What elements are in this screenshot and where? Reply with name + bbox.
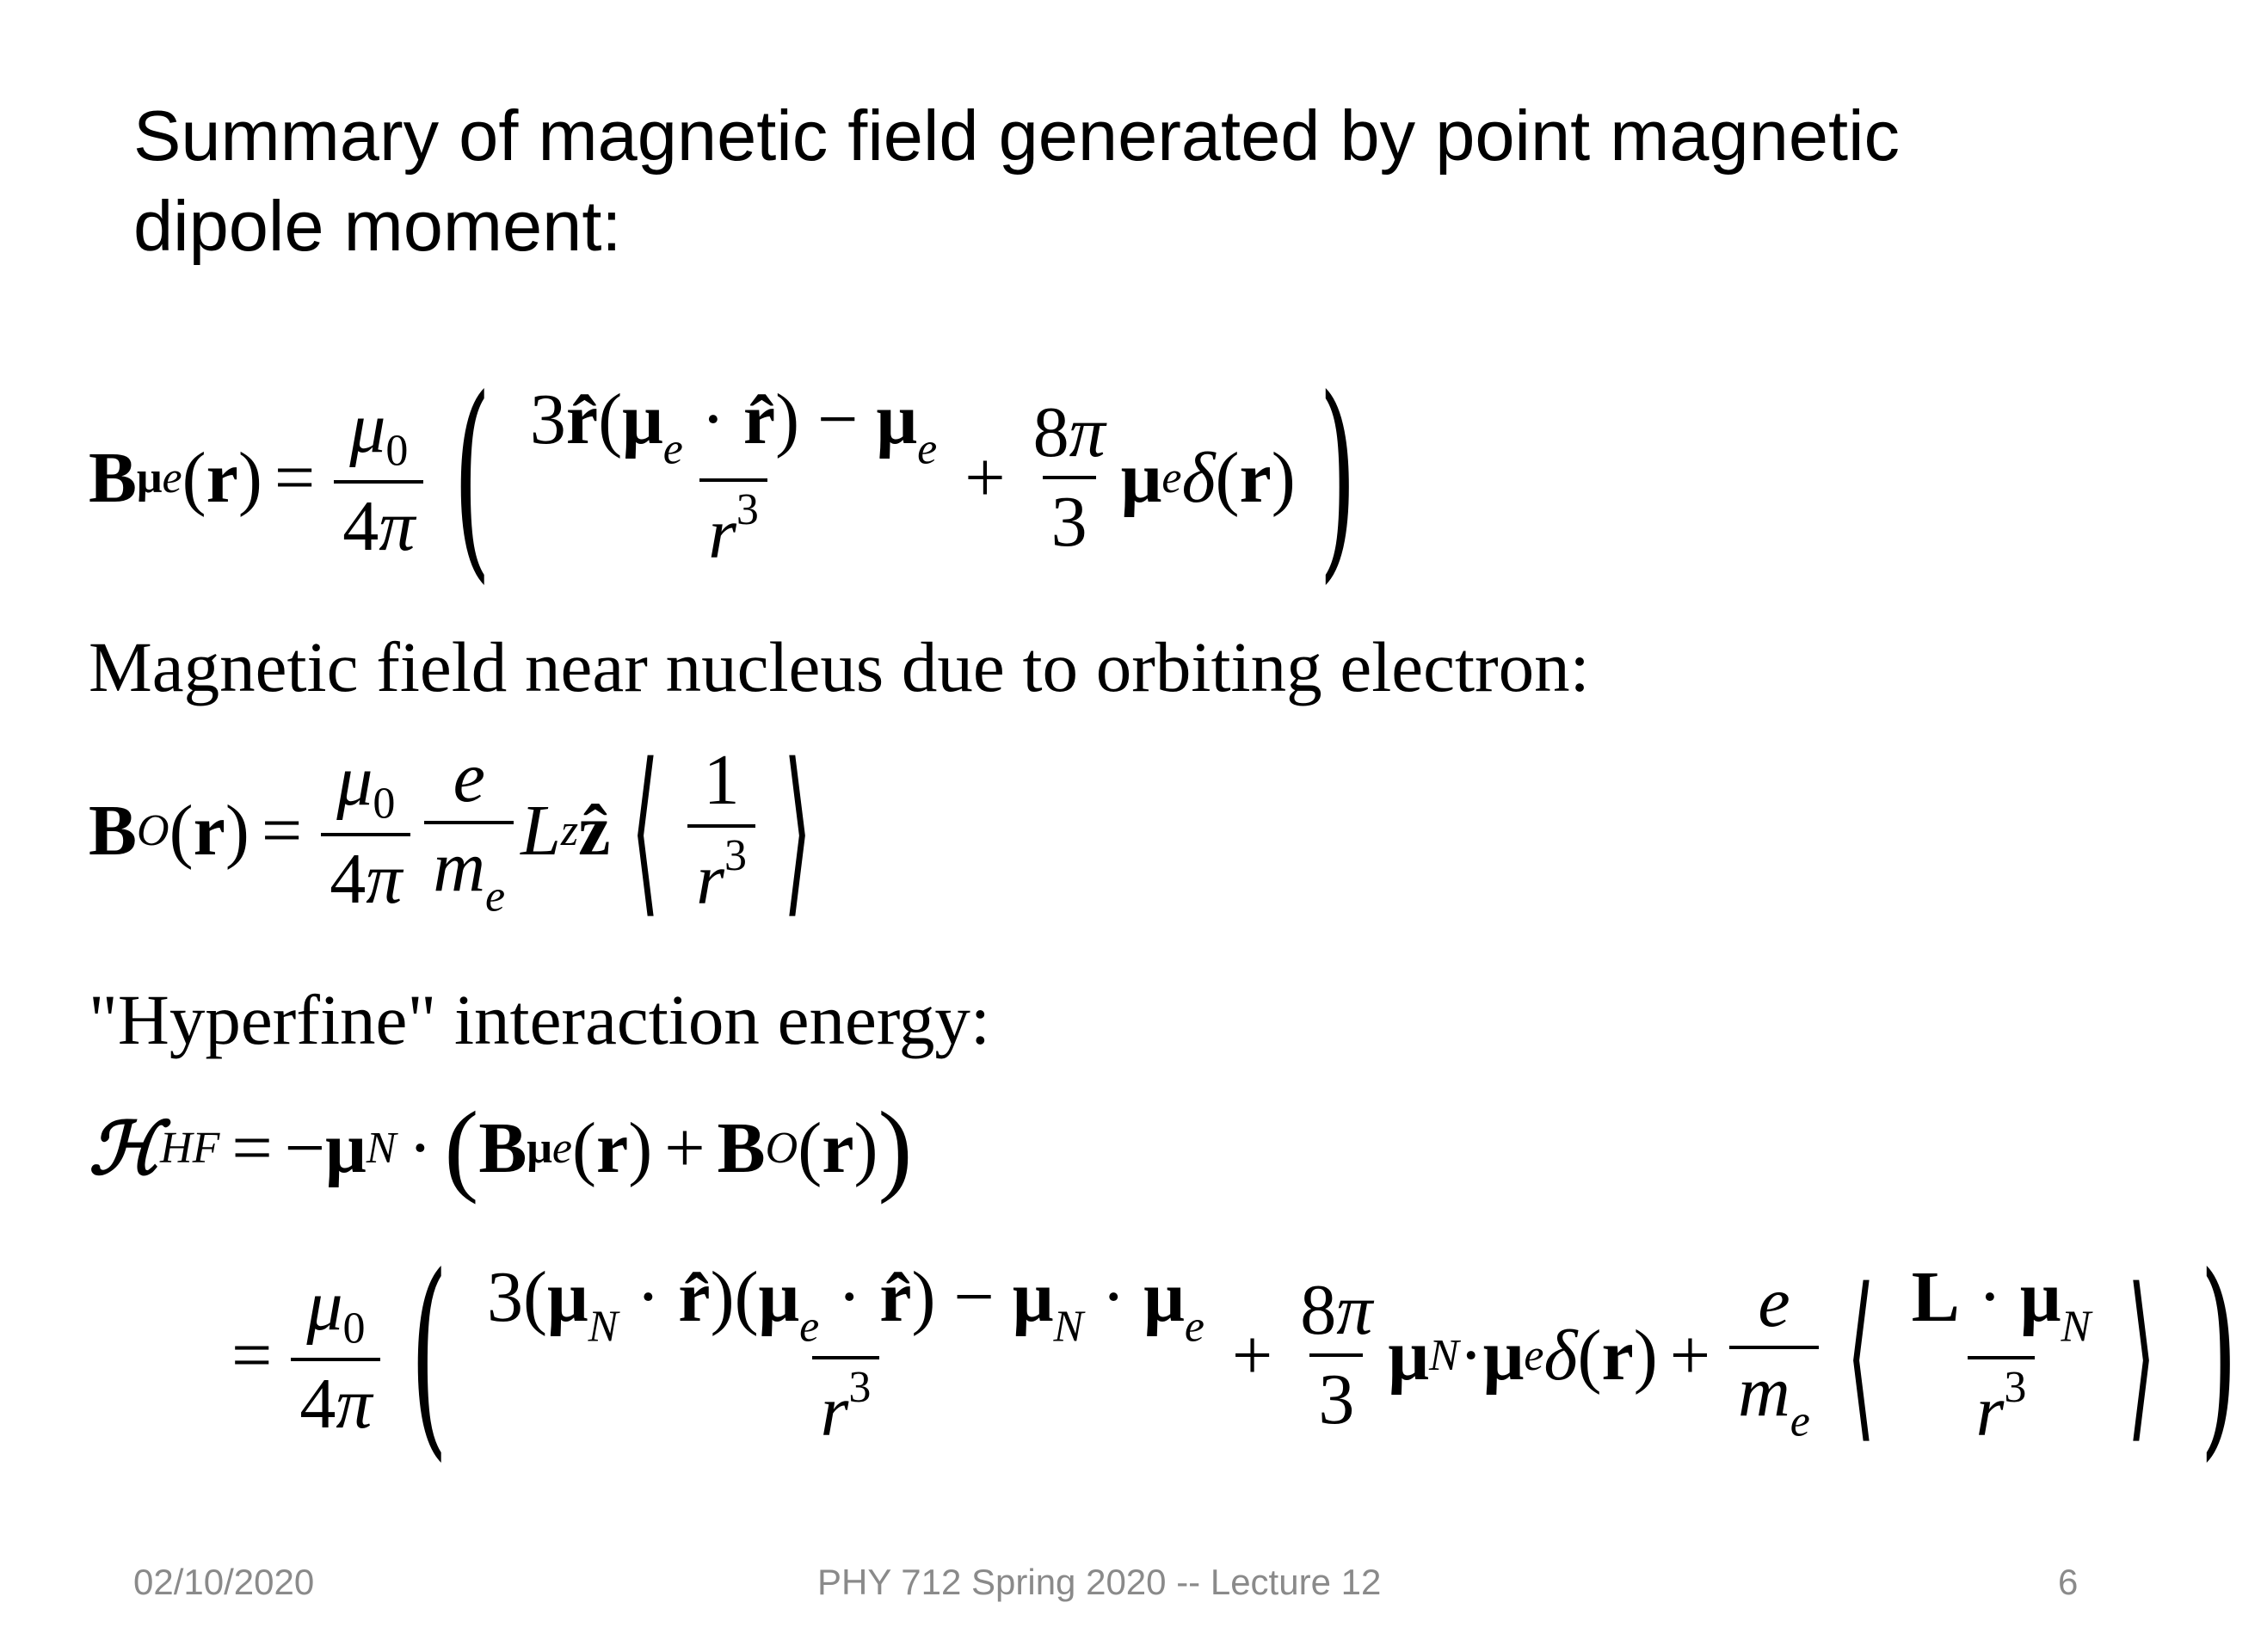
equation-hyperfine-line2: = $\frac{\mu 0}{4\pi}$ ( $\frac{3(\mu_N \cdot r̂)(\mu_e \cdot r̂) - \mu_N \cdot \mu_e}{r^3}$ + $\frac{8\pi}{3}$ μ N · μ e δ ( r ) + $\frac{e}{m_e}$ ⟨ $\frac{L \cdot \mu_N}{r^3}$ ⟩ )	[231, 1230, 2238, 1480]
footer-page-number: 6	[2058, 1562, 2079, 1602]
equation-dipole-field: B μe (r) = $\frac{\mu 0}{4\pi}$ ( $\frac{3r̂(\mu_e \cdot r̂) - \mu_e}{r^3}$ + $\frac{8\pi}{3}$ μ e δ ( r ) )	[89, 352, 1357, 602]
slide-title: Summary of magnetic field generated by point magnetic dipole moment:	[133, 96, 1901, 266]
footer-date: 02/10/2020	[133, 1562, 315, 1602]
footer-course: PHY 712 Spring 2020 -- Lecture 12	[817, 1562, 1382, 1602]
heading-field-near-nucleus: Magnetic field near nucleus due to orbiting electron:	[89, 627, 1590, 706]
equation-orbital-field: B O (r) = $\frac{\mu 0}{4\pi}$ $\frac{e}{m_e}$ L z ẑ ⟨ $\frac{1}{r^3}$ ⟩	[89, 724, 812, 936]
equation-hyperfine-line1: ℋ HF = − μ N · ( B μe ( r ) + B O ( r ) )	[89, 1090, 913, 1205]
heading-hyperfine: "Hyperfine" interaction energy:	[89, 980, 990, 1059]
